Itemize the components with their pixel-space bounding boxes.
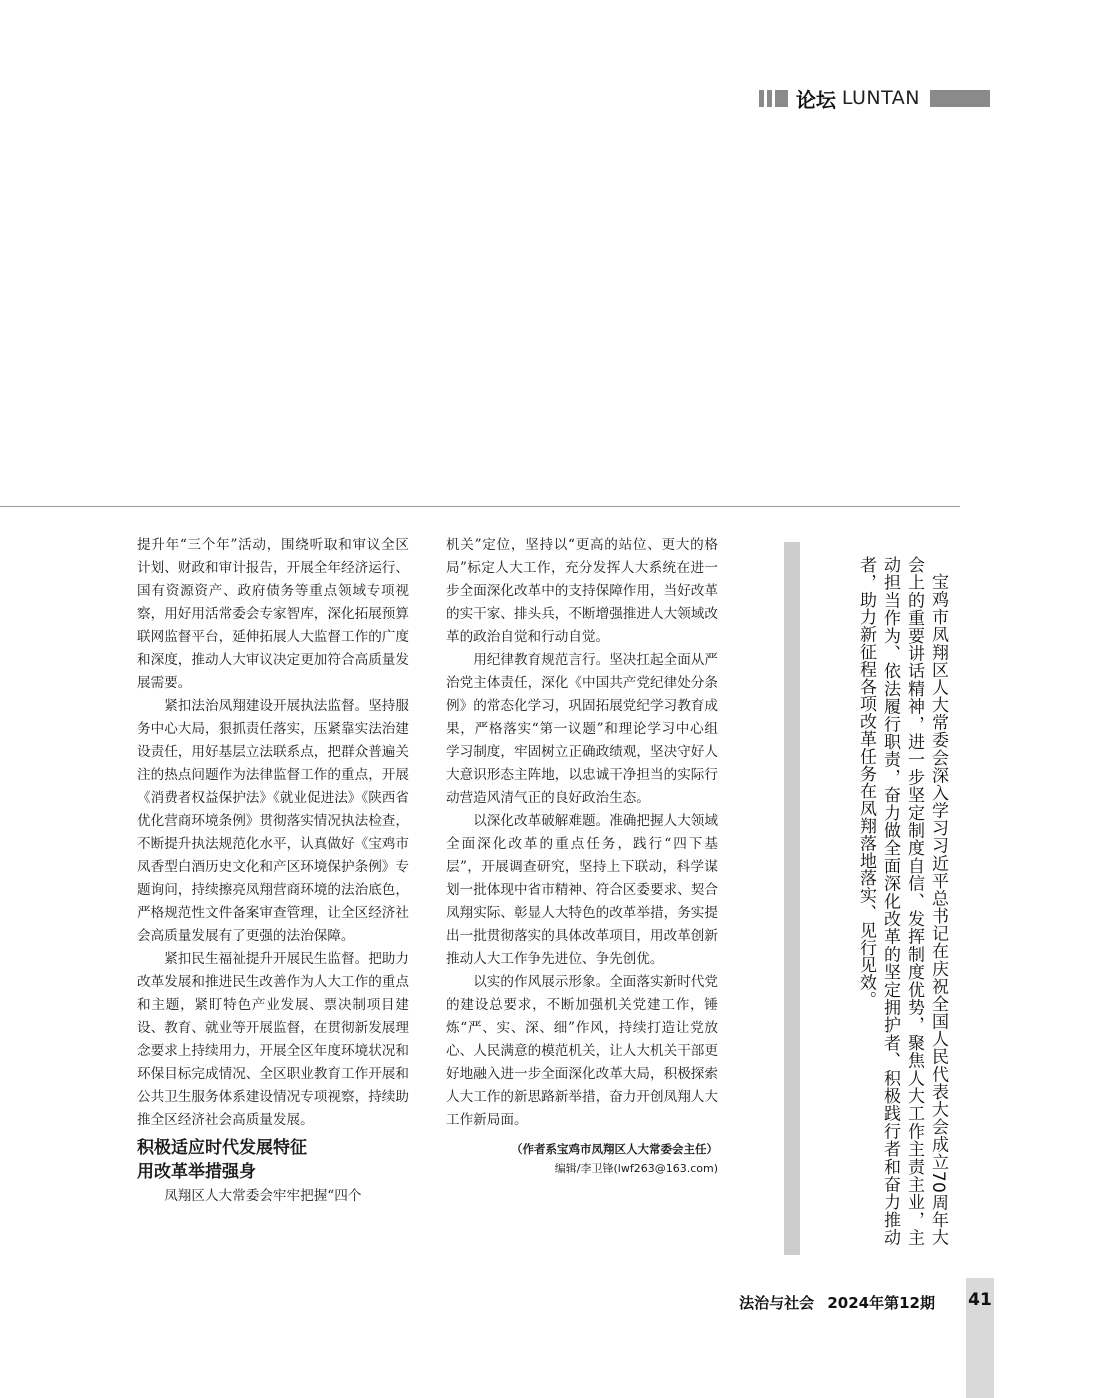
paragraph: 凤翔区人大常委会牢牢把握“四个 <box>164 1188 362 1204</box>
page-footer <box>731 1292 935 1313</box>
author-note: （作者系宝鸡市凤翔区人大常委会主任） <box>511 1142 718 1156</box>
paragraph: 机关”定位，坚持以“更高的站位、更大的格局”标定人大工作，充分发挥人大系统在进一步全面深化改革中的支持保障作用，当好改革的实干家、排头兵，不断增强推进人大领域改革的政治自觉和行动自觉。 <box>446 537 718 645</box>
paragraph: 用纪律教育规范言行。坚决扛起全面从严治党主体责任，深化《中国共产党纪律处分条例》的常态化学习，巩固拓展党纪学习教育成果，严格落实“第一议题”和理论学习中心组学习制度，牢固树立正确政绩观，坚决守好人大意识形态主阵地，以忠诚干净担当的实际行动营造风清气正的良好政治生态。 <box>446 652 718 806</box>
paragraph: 提升年“三个年”活动，围绕听取和审议全区计划、财政和审计报告，开展全年经济运行、国有资源资产、政府债务等重点领域专项视察，用好用活常委会专家智库，深化拓展预算联网监督平台，延伸拓展人大监督工作的广度和深度，推动人大审议决定更加符合高质量发展需要。 <box>137 537 409 691</box>
journal-name: 法治与社会 <box>739 1294 815 1312</box>
section-title-en: LUNTAN <box>841 87 920 109</box>
text-column-left <box>137 534 409 1208</box>
sidebar-gray-bar <box>784 542 800 1255</box>
issue-number: 2024年第12期 <box>827 1294 935 1312</box>
header-long-bar <box>930 90 990 107</box>
section-header <box>759 86 990 110</box>
header-bar-decoration <box>775 90 788 107</box>
text-column-middle <box>446 534 718 1178</box>
header-bar-decoration <box>767 90 772 107</box>
editor-note: 编辑/李卫锋(lwf263@163.com) <box>554 1162 718 1175</box>
paragraph: 以实的作风展示形象。全面落实新时代党的建设总要求，不断加强机关党建工作，锤炼“严、实、深、细”作风，持续打造让党放心、人民满意的模范机关，让人大机关干部更好地融入进一步全面深化改革大局，积极探索人大工作的新思路新举措，奋力开创凤翔人大工作新局面。 <box>446 974 718 1128</box>
subheading-line: 用改革举措强身 <box>137 1162 256 1182</box>
subheading-line: 积极适应时代发展特征 <box>137 1138 307 1158</box>
paragraph: 紧扣民生福祉提升开展民生监督。把助力改革发展和推进民生改善作为人大工作的重点和主题，紧盯特色产业发展、票决制项目建设、教育、就业等开展监督，在贯彻新发展理念要求上持续用力，开展全区年度环境状况和环保目标完成情况、全区职业教育工作开展和公共卫生服务体系建设情况专项视察，持续助推全区经济社会高质量发展。 <box>137 951 409 1128</box>
sidebar-vertical-summary: 宝鸡市凤翔区人大常委会深入学习习近平总书记在庆祝全国人民代表大会成立70周年大会上的重要讲话精神，进一步坚定制度自信、发挥制度优势，聚焦人大工作主责主业，主动担当作为、依法履行职责，奋力做全面深化改革的坚定拥护者、积极践行者和奋力推动者，助力新征程各项改革任务在凤翔落地落实、见行见效。 <box>856 556 948 1246</box>
header-bar-decoration <box>759 90 764 107</box>
divider-line <box>0 506 960 507</box>
paragraph: 紧扣法治凤翔建设开展执法监督。坚持服务中心大局，狠抓责任落实，压紧靠实法治建设责任，用好基层立法联系点，把群众普遍关注的热点问题作为法律监督工作的重点，开展《消费者权益保护法》《就业促进法》《陕西省优化营商环境条例》贯彻落实情况执法检查，不断提升执法规范化水平，认真做好《宝鸡市凤香型白酒历史文化和产区环境保护条例》专题询问，持续擦亮凤翔营商环境的法治底色，严格规范性文件备案审查管理，让全区经济社会高质量发展有了更强的法治保障。 <box>137 698 409 944</box>
page-number: 41 <box>968 1290 992 1310</box>
subheading <box>137 1136 409 1184</box>
section-title-cn: 论坛 <box>795 87 836 112</box>
paragraph: 以深化改革破解难题。准确把握人大领域全面深化改革的重点任务，践行“四下基层”，开展调查研究，坚持上下联动，科学谋划一批体现中省市精神、符合区委要求、契合凤翔实际、彰显人大特色的改革举措，务实提出一批贯彻落实的具体改革项目，用改革创新推动人大工作争先进位、争先创优。 <box>446 813 718 967</box>
